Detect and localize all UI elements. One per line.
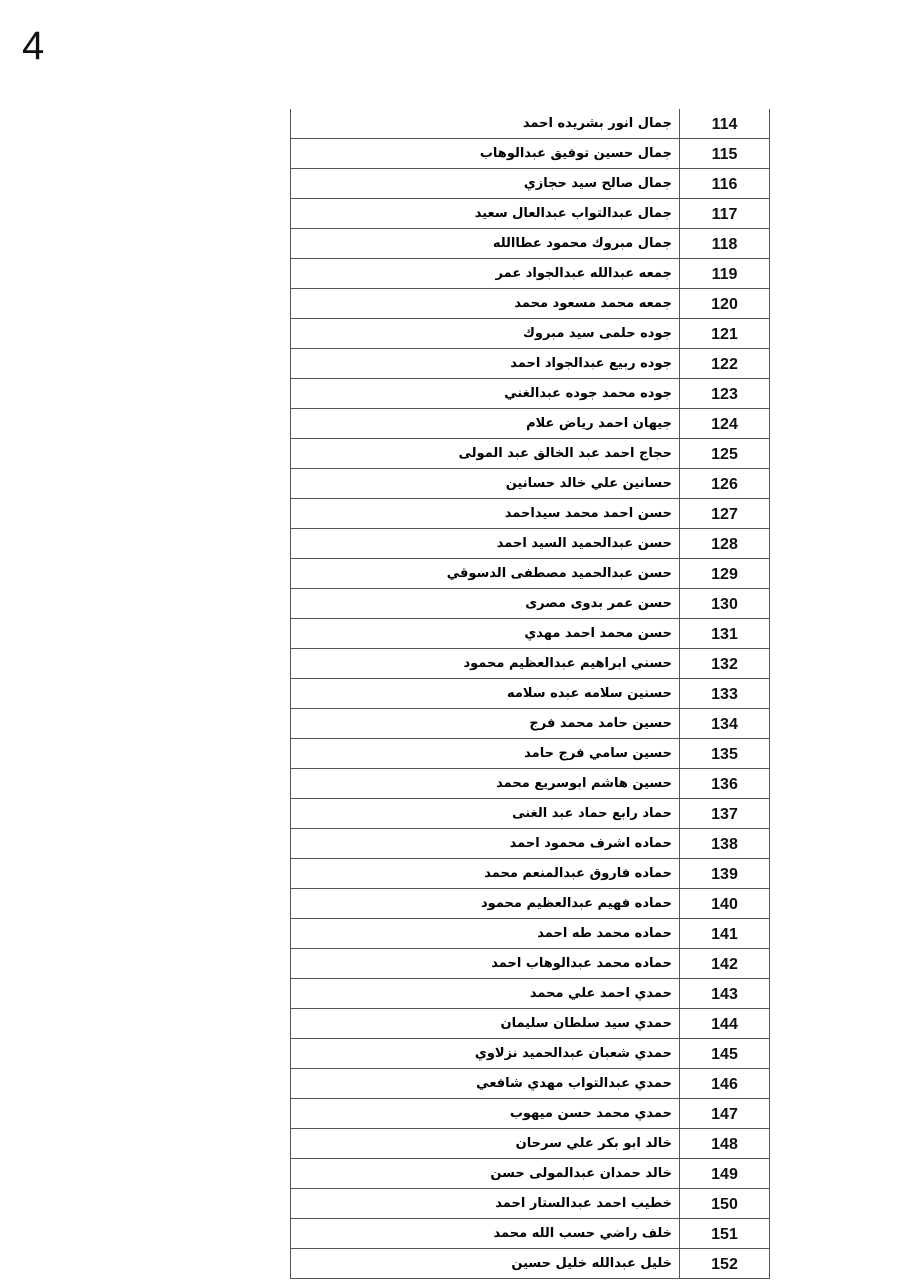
serial-number-cell: 146: [680, 1069, 770, 1099]
name-cell: خطيب احمد عبدالستار احمد: [291, 1189, 680, 1219]
serial-number-cell: 141: [680, 919, 770, 949]
serial-number-cell: 114: [680, 109, 770, 139]
table-row: [291, 439, 770, 469]
table-row: [291, 139, 770, 169]
name-cell: حسين حامد محمد فرج: [291, 709, 680, 739]
name-cell: حماده فهيم عبدالعظيم محمود: [291, 889, 680, 919]
serial-number-cell: 118: [680, 229, 770, 259]
name-cell: جمعه عبدالله عبدالجواد عمر: [291, 259, 680, 289]
name-cell: حسين سامي فرج حامد: [291, 739, 680, 769]
name-cell: حماد رابع حماد عبد الغنى: [291, 799, 680, 829]
name-cell: خليل عبدالله خليل حسين: [291, 1249, 680, 1279]
table-row: [291, 1069, 770, 1099]
serial-number-cell: 122: [680, 349, 770, 379]
serial-number-cell: 127: [680, 499, 770, 529]
serial-number-cell: 119: [680, 259, 770, 289]
table-row: [291, 679, 770, 709]
serial-number-cell: 121: [680, 319, 770, 349]
serial-number-cell: 116: [680, 169, 770, 199]
serial-number-cell: 143: [680, 979, 770, 1009]
name-cell: حسن محمد احمد مهدي: [291, 619, 680, 649]
serial-number-cell: 152: [680, 1249, 770, 1279]
name-cell: حسن عمر بدوى مصرى: [291, 589, 680, 619]
name-cell: حمدي سيد سلطان سليمان: [291, 1009, 680, 1039]
name-cell: جوده حلمى سيد مبروك: [291, 319, 680, 349]
table-row: [291, 109, 770, 139]
name-cell: جمال مبروك محمود عطاالله: [291, 229, 680, 259]
name-cell: حمدي احمد علي محمد: [291, 979, 680, 1009]
name-cell: جمال صالح سيد حجازي: [291, 169, 680, 199]
name-cell: جمال انور بشريده احمد: [291, 109, 680, 139]
table-row: [291, 799, 770, 829]
table-row: [291, 1099, 770, 1129]
table-row: [291, 979, 770, 1009]
table-row: [291, 1009, 770, 1039]
serial-number-cell: 150: [680, 1189, 770, 1219]
table-row: [291, 1249, 770, 1279]
table-row: [291, 1159, 770, 1189]
name-cell: حجاج احمد عبد الخالق عبد المولى: [291, 439, 680, 469]
serial-number-cell: 137: [680, 799, 770, 829]
table-row: [291, 739, 770, 769]
table-body: [291, 109, 770, 1279]
serial-number-cell: 145: [680, 1039, 770, 1069]
table-row: [291, 409, 770, 439]
name-cell: حسني ابراهيم عبدالعظيم محمود: [291, 649, 680, 679]
name-cell: جمال عبدالتواب عبدالعال سعيد: [291, 199, 680, 229]
table-row: [291, 259, 770, 289]
name-cell: حسن عبدالحميد السيد احمد: [291, 529, 680, 559]
name-cell: جمعه محمد مسعود محمد: [291, 289, 680, 319]
serial-number-cell: 133: [680, 679, 770, 709]
table-row: [291, 649, 770, 679]
serial-number-cell: 124: [680, 409, 770, 439]
table-row: [291, 199, 770, 229]
serial-number-cell: 123: [680, 379, 770, 409]
name-cell: جيهان احمد رياض علام: [291, 409, 680, 439]
table-row: [291, 1129, 770, 1159]
serial-number-cell: 120: [680, 289, 770, 319]
names-table: [290, 109, 770, 1279]
serial-number-cell: 115: [680, 139, 770, 169]
name-cell: حسن احمد محمد سيداحمد: [291, 499, 680, 529]
serial-number-cell: 117: [680, 199, 770, 229]
serial-number-cell: 140: [680, 889, 770, 919]
serial-number-cell: 151: [680, 1219, 770, 1249]
table-row: [291, 529, 770, 559]
name-cell: جوده ربيع عبدالجواد احمد: [291, 349, 680, 379]
serial-number-cell: 128: [680, 529, 770, 559]
serial-number-cell: 134: [680, 709, 770, 739]
name-cell: خلف راضي حسب الله محمد: [291, 1219, 680, 1249]
name-cell: خالد حمدان عبدالمولى حسن: [291, 1159, 680, 1189]
name-cell: حماده محمد عبدالوهاب احمد: [291, 949, 680, 979]
serial-number-cell: 135: [680, 739, 770, 769]
table-row: [291, 169, 770, 199]
table-row: [291, 1219, 770, 1249]
table-row: [291, 859, 770, 889]
serial-number-cell: 142: [680, 949, 770, 979]
table-row: [291, 229, 770, 259]
serial-number-cell: 131: [680, 619, 770, 649]
table-row: [291, 949, 770, 979]
name-cell: حمدي شعبان عبدالحميد نزلاوي: [291, 1039, 680, 1069]
table-row: [291, 619, 770, 649]
serial-number-cell: 132: [680, 649, 770, 679]
serial-number-cell: 125: [680, 439, 770, 469]
name-cell: خالد ابو بكر علي سرحان: [291, 1129, 680, 1159]
serial-number-cell: 138: [680, 829, 770, 859]
table-row: [291, 559, 770, 589]
serial-number-cell: 147: [680, 1099, 770, 1129]
table-row: [291, 289, 770, 319]
name-cell: حسانين علي خالد حسانين: [291, 469, 680, 499]
table-row: [291, 829, 770, 859]
table-row: [291, 919, 770, 949]
name-cell: حماده اشرف محمود احمد: [291, 829, 680, 859]
serial-number-cell: 144: [680, 1009, 770, 1039]
serial-number-cell: 130: [680, 589, 770, 619]
serial-number-cell: 126: [680, 469, 770, 499]
serial-number-cell: 149: [680, 1159, 770, 1189]
serial-number-cell: 136: [680, 769, 770, 799]
serial-number-cell: 129: [680, 559, 770, 589]
name-cell: جمال حسين توفيق عبدالوهاب: [291, 139, 680, 169]
table-row: [291, 889, 770, 919]
name-cell: حسنين سلامه عبده سلامه: [291, 679, 680, 709]
name-cell: حماده فاروق عبدالمنعم محمد: [291, 859, 680, 889]
table-row: [291, 1189, 770, 1219]
name-cell: حماده محمد طه احمد: [291, 919, 680, 949]
serial-number-cell: 148: [680, 1129, 770, 1159]
name-cell: جوده محمد جوده عبدالغني: [291, 379, 680, 409]
table-row: [291, 709, 770, 739]
table-row: [291, 319, 770, 349]
name-cell: حسين هاشم ابوسريع محمد: [291, 769, 680, 799]
page-number: 4: [22, 24, 45, 68]
table-row: [291, 589, 770, 619]
name-cell: حمدي عبدالتواب مهدي شافعي: [291, 1069, 680, 1099]
name-cell: حسن عبدالحميد مصطفى الدسوقي: [291, 559, 680, 589]
name-cell: حمدي محمد حسن ميهوب: [291, 1099, 680, 1129]
table-row: [291, 469, 770, 499]
table-row: [291, 499, 770, 529]
table-row: [291, 379, 770, 409]
table-row: [291, 1039, 770, 1069]
table-row: [291, 769, 770, 799]
table-row: [291, 349, 770, 379]
serial-number-cell: 139: [680, 859, 770, 889]
